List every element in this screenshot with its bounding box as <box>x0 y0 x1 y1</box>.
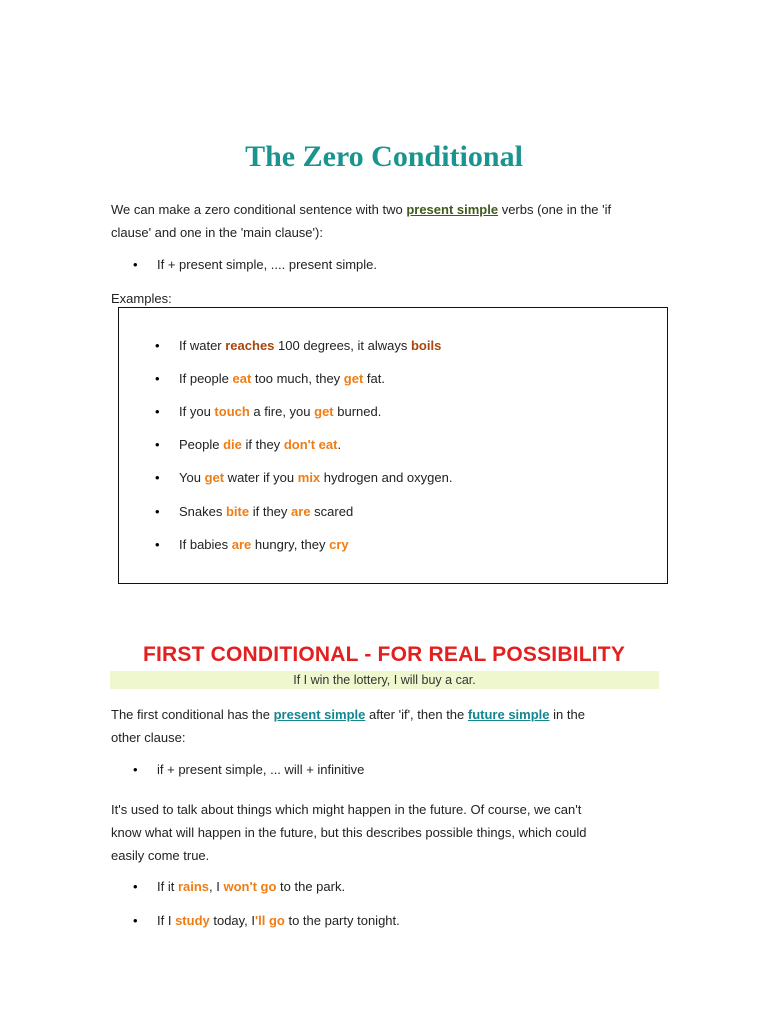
example-text: fat. <box>363 371 385 386</box>
example-text: 100 degrees, it always <box>274 338 411 353</box>
future-simple-link[interactable]: future simple <box>467 707 550 722</box>
usage-line: It's used to talk about things which might happen in the future. Of course, we can't <box>111 802 582 817</box>
zero-intro-text-2: verbs (one in the 'if <box>498 202 612 217</box>
example-text: Snakes <box>179 504 226 519</box>
example-verb: get <box>343 371 364 386</box>
example-text: burned. <box>333 404 382 419</box>
example-verb: get <box>314 404 334 419</box>
example-text: to the park. <box>276 879 346 894</box>
zero-formula-text: If + present simple, .... present simple. <box>157 257 378 272</box>
first-conditional-heading: FIRST CONDITIONAL - FOR REAL POSSIBILITY <box>142 643 626 666</box>
usage-line: easily come true. <box>111 848 210 863</box>
bullet-dot: • <box>133 762 138 777</box>
example-verb: are <box>231 537 252 552</box>
bullet-dot: • <box>155 404 160 419</box>
example-verb: get <box>204 470 225 485</box>
bullet-dot: • <box>155 537 160 552</box>
present-simple-link[interactable]: present simple <box>273 707 366 722</box>
example-text: If babies <box>179 537 232 552</box>
example-verb: 'll go <box>255 913 285 928</box>
first-intro-text-2: after 'if', then the <box>365 707 468 722</box>
example-text: water if you <box>224 470 298 485</box>
example-item <box>155 370 385 388</box>
example-verb: mix <box>297 470 321 485</box>
example-text: You <box>179 470 205 485</box>
example-verb: bite <box>225 504 250 519</box>
example-verb: die <box>223 437 242 452</box>
example-item <box>155 503 354 521</box>
example-verb: eat <box>232 371 252 386</box>
example-text: If it <box>157 879 178 894</box>
example-text: too much, they <box>251 371 344 386</box>
zero-intro-text-3: clause' and one in the 'main clause'): <box>111 225 323 240</box>
first-intro <box>111 703 651 749</box>
example-item <box>155 469 453 487</box>
example-verb: touch <box>214 404 250 419</box>
first-formula-text: if + present simple, ... will + infinitive <box>157 762 365 777</box>
example-verb: are <box>291 504 311 519</box>
example-verb: boils <box>410 338 442 353</box>
example-verb: study <box>175 913 210 928</box>
example-item <box>155 436 342 454</box>
example-verb: cry <box>329 537 349 552</box>
example-text: today, I <box>209 913 256 928</box>
example-text: , I <box>209 879 224 894</box>
example-text: hydrogen and oxygen. <box>320 470 453 485</box>
example-text: if they <box>249 504 292 519</box>
zero-formula <box>133 256 378 274</box>
example-text: hungry, they <box>251 537 330 552</box>
example-text: If water <box>179 338 226 353</box>
example-item <box>155 337 442 355</box>
example-item <box>155 403 382 421</box>
present-simple-link[interactable]: present simple <box>406 202 499 217</box>
example-verb: rains <box>177 879 210 894</box>
example-text: . <box>337 437 342 452</box>
first-intro-text-1: The first conditional has the <box>111 707 274 722</box>
example-text: to the party tonight. <box>284 913 400 928</box>
example-banner: If I win the lottery, I will buy a car. <box>110 671 659 689</box>
first-example-item <box>133 878 346 896</box>
bullet-dot: • <box>133 913 138 928</box>
example-text: if they <box>241 437 284 452</box>
example-text: If you <box>179 404 215 419</box>
example-verb: reaches <box>225 338 275 353</box>
zero-intro <box>111 198 651 244</box>
first-formula <box>133 761 365 779</box>
usage-paragraph <box>111 798 651 867</box>
bullet-dot: • <box>155 338 160 353</box>
bullet-dot: • <box>133 257 138 272</box>
examples-label: Examples: <box>111 291 172 306</box>
example-item <box>155 536 349 554</box>
bullet-dot: • <box>155 371 160 386</box>
bullet-dot: • <box>155 504 160 519</box>
bullet-dot: • <box>155 470 160 485</box>
example-text: scared <box>310 504 354 519</box>
bullet-dot: • <box>155 437 160 452</box>
example-text: a fire, you <box>249 404 315 419</box>
example-text: People <box>179 437 224 452</box>
bullet-dot: • <box>133 879 138 894</box>
first-intro-text-3: in the <box>549 707 585 722</box>
page-title: The Zero Conditional <box>245 140 523 173</box>
example-text: If people <box>179 371 233 386</box>
first-example-item <box>133 912 400 930</box>
example-text: If I <box>157 913 176 928</box>
example-verb: won't go <box>223 879 277 894</box>
usage-line: know what will happen in the future, but this describes possible things, which could <box>111 825 587 840</box>
zero-intro-text-1: We can make a zero conditional sentence with two <box>111 202 407 217</box>
example-verb: don't eat <box>283 437 338 452</box>
first-intro-text-4: other clause: <box>111 730 186 745</box>
